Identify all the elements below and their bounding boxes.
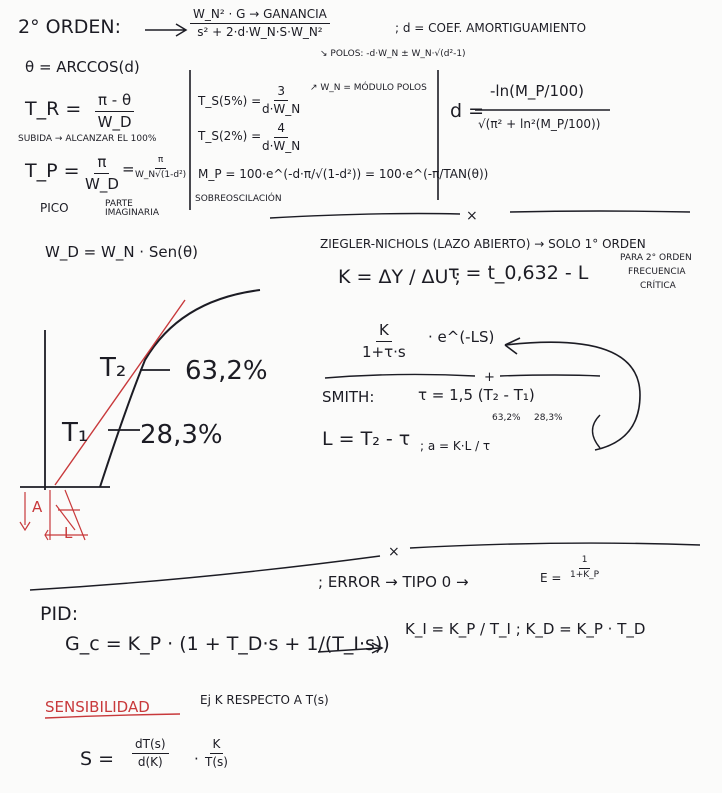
d-label: d = bbox=[450, 100, 485, 122]
tp-label: T_P = bbox=[25, 160, 80, 182]
ziegler-k-formula: K = ΔY / ΔU ; bbox=[338, 266, 461, 288]
tf-denominator: s² + 2·d·W_N·S·W_N² bbox=[197, 25, 323, 40]
svg-text:×: × bbox=[466, 208, 478, 224]
ziegler-note-2: FRECUENCIA bbox=[628, 267, 686, 277]
pid-ki-formula: K_I = K_P / T_I ; K_D = K_P · T_D bbox=[405, 620, 646, 638]
graph-a-label: A bbox=[32, 498, 43, 516]
damping-note: ; d = COEF. AMORTIGUAMIENTO bbox=[395, 21, 587, 35]
graph-t1: T₁ bbox=[62, 418, 89, 448]
tf-numerator: W_N² · G → GANANCIA bbox=[190, 8, 330, 24]
mp-note: SOBREOSCILACIÓN bbox=[195, 194, 282, 204]
tr-note: SUBIDA → ALCANZAR EL 100% bbox=[18, 134, 157, 144]
second-order-title: 2° ORDEN: bbox=[18, 16, 122, 38]
smith-title: SMITH: bbox=[322, 388, 375, 406]
divider-smith-right bbox=[500, 375, 600, 376]
tp-note-peak: PICO bbox=[40, 201, 69, 215]
divider-mid-right bbox=[410, 543, 700, 548]
second-order-arrow bbox=[145, 24, 186, 36]
d-denominator: √(π² + ln²(M_P/100)) bbox=[478, 117, 601, 131]
wd-formula: W_D = W_N · Sen(θ) bbox=[45, 243, 198, 261]
tp-note-imag: PARTE IMAGINARIA bbox=[105, 199, 159, 218]
ziegler-tau-formula: τ = t_0,632 - L bbox=[448, 262, 589, 284]
sensitivity-s-label: S = bbox=[80, 748, 115, 770]
svg-text:+: + bbox=[484, 370, 495, 385]
pid-gc-formula: G_c = K_P · (1 + T_D·s + 1/(T_I·s)) bbox=[65, 633, 390, 655]
tp-fraction: $\frac{\pi}{W\_D}$ bbox=[85, 153, 119, 193]
ts5-fraction: $\frac{3}{d\cdot W\_N}$ bbox=[262, 84, 301, 117]
smith-l-formula: L = T₂ - τ bbox=[322, 428, 411, 450]
ziegler-title: ZIEGLER-NICHOLS (LAZO ABIERTO) → SOLO 1° ORDEN bbox=[320, 237, 646, 251]
ts2-fraction: $\frac{4}{d\cdot W\_N}$ bbox=[262, 121, 301, 154]
ts5-label: T_S(5%) = bbox=[198, 94, 262, 108]
graph-t2: T₂ bbox=[100, 353, 127, 383]
mp-formula: M_P = 100·e^(-d·π/√(1-d²)) = 100·e^(-π/TAN(θ)) bbox=[198, 167, 489, 181]
ts2-label: T_S(2%) = bbox=[198, 129, 262, 143]
transfer-function bbox=[190, 8, 330, 39]
poles-note: ↘ POLOS: -d·W_N ± W_N·√(d²-1) bbox=[320, 49, 466, 59]
smith-tau-formula: τ = 1,5 (T₂ - T₁) bbox=[418, 386, 535, 404]
sensitivity-fraction-1: $\frac{dT(s)}{d(K)}$ bbox=[132, 738, 169, 769]
tr-label: T_R = bbox=[25, 98, 82, 120]
notes-page: × + × 2° ORDEN: W_N² · G → GANANCIA s² + 2·d·W_N·S·W_N² ; d = COEF. AMORTIGUAMIENTO ↘ POLOS: -d·W_N ± W_N·√(d²-1) θ = ARCCOS(d) T_R = $\frac{\pi - \theta}{W\_D}$ SUBIDA → ALCANZAR EL 100% T_P = $\frac{\pi}{W\_D}$ = $\frac{\pi}{\text{W\_N√(1-d²)}}$ PICO PARTE IMAGINARIA W_D = W_N · Sen(θ) T_S(5%) = $\frac{3}{d\cdot W\_N}$ ↗ W_N = MÓDULO POLOS T_S(2%) = $\frac{4}{d\cdot W\_N}$ M_P = 100·e^(-d·π/√(1-d²)) = 100·e^(-π/TAN(θ)) SOBREOSCILACIÓN d = -ln(M_P/100) √(π² + ln²(M_P/100)) ZIEGLER-NICHOLS (LAZO ABIERTO) → SOLO 1° ORDEN K = ΔY / ΔU ; τ = t_0,632 - L PARA 2° ORDEN FRECUENCIA CRÍTICA $\frac{K}{1+\tau\cdot s}$ · e^(-LS) T₂ 63,2% T₁ 28,3% A L SMITH: τ = 1,5 (T₂ - T₁) 63,2% 28,3% L = T₂ - τ ; a = K·L / τ ; ERROR → TIPO 0 → E = $\frac{1}{1+K\_P}$ PID: G_c = K_P · (1 + T_D·s + 1/(T_I·s)) K_I = K_P / T_I ; K_D = K_P · T_D SENSIBILIDAD Ej K RESPECTO A T(s) S = $\frac{dT(s)}{d(K)}$ · $\frac{K}{T(s)}$ bbox=[0, 0, 722, 793]
ziegler-note-3: CRÍTICA bbox=[640, 281, 676, 291]
sensitivity-note: Ej K RESPECTO A T(s) bbox=[200, 693, 329, 707]
pid-title: PID: bbox=[40, 603, 79, 625]
divider-line-top bbox=[270, 214, 460, 219]
error-fraction: $\frac{1}{1+K\_P}$ bbox=[570, 555, 600, 580]
error-e-label: E = bbox=[540, 571, 562, 585]
ziegler-model-exp: · e^(-LS) bbox=[428, 328, 495, 346]
svg-text:×: × bbox=[388, 544, 400, 560]
divider-smith-left bbox=[325, 374, 475, 378]
tr-fraction: $\frac{\pi - \theta}{W\_D}$ bbox=[95, 92, 134, 130]
d-numerator: -ln(M_P/100) bbox=[490, 82, 584, 100]
graph-l-label: L bbox=[64, 524, 73, 542]
ziegler-model: $\frac{K}{1+\tau\cdot s}$ bbox=[362, 321, 406, 361]
sensitivity-fraction-2: $\frac{K}{T(s)}$ bbox=[205, 737, 228, 770]
wn-note: ↗ W_N = MÓDULO POLOS bbox=[310, 83, 427, 93]
graph-t2-pct: 63,2% bbox=[185, 356, 268, 386]
theta-formula: θ = ARCCOS(d) bbox=[25, 58, 140, 76]
tangent-line bbox=[55, 300, 185, 485]
divider-line-top-right bbox=[510, 211, 690, 212]
error-text: ; ERROR → TIPO 0 → bbox=[318, 573, 469, 591]
ziegler-note-1: PARA 2° ORDEN bbox=[620, 253, 692, 263]
smith-note-t1: 28,3% bbox=[534, 413, 563, 423]
smith-a-formula: ; a = K·L / τ bbox=[420, 439, 491, 453]
tp-fraction-2: $\frac{\pi}{\text{W\_N√(1-d²)}}$ bbox=[135, 155, 187, 180]
sensitivity-title: SENSIBILIDAD bbox=[45, 698, 150, 716]
smith-note-t2: 63,2% bbox=[492, 413, 521, 423]
graph-t1-pct: 28,3% bbox=[140, 420, 223, 450]
step-response-curve bbox=[100, 290, 260, 487]
